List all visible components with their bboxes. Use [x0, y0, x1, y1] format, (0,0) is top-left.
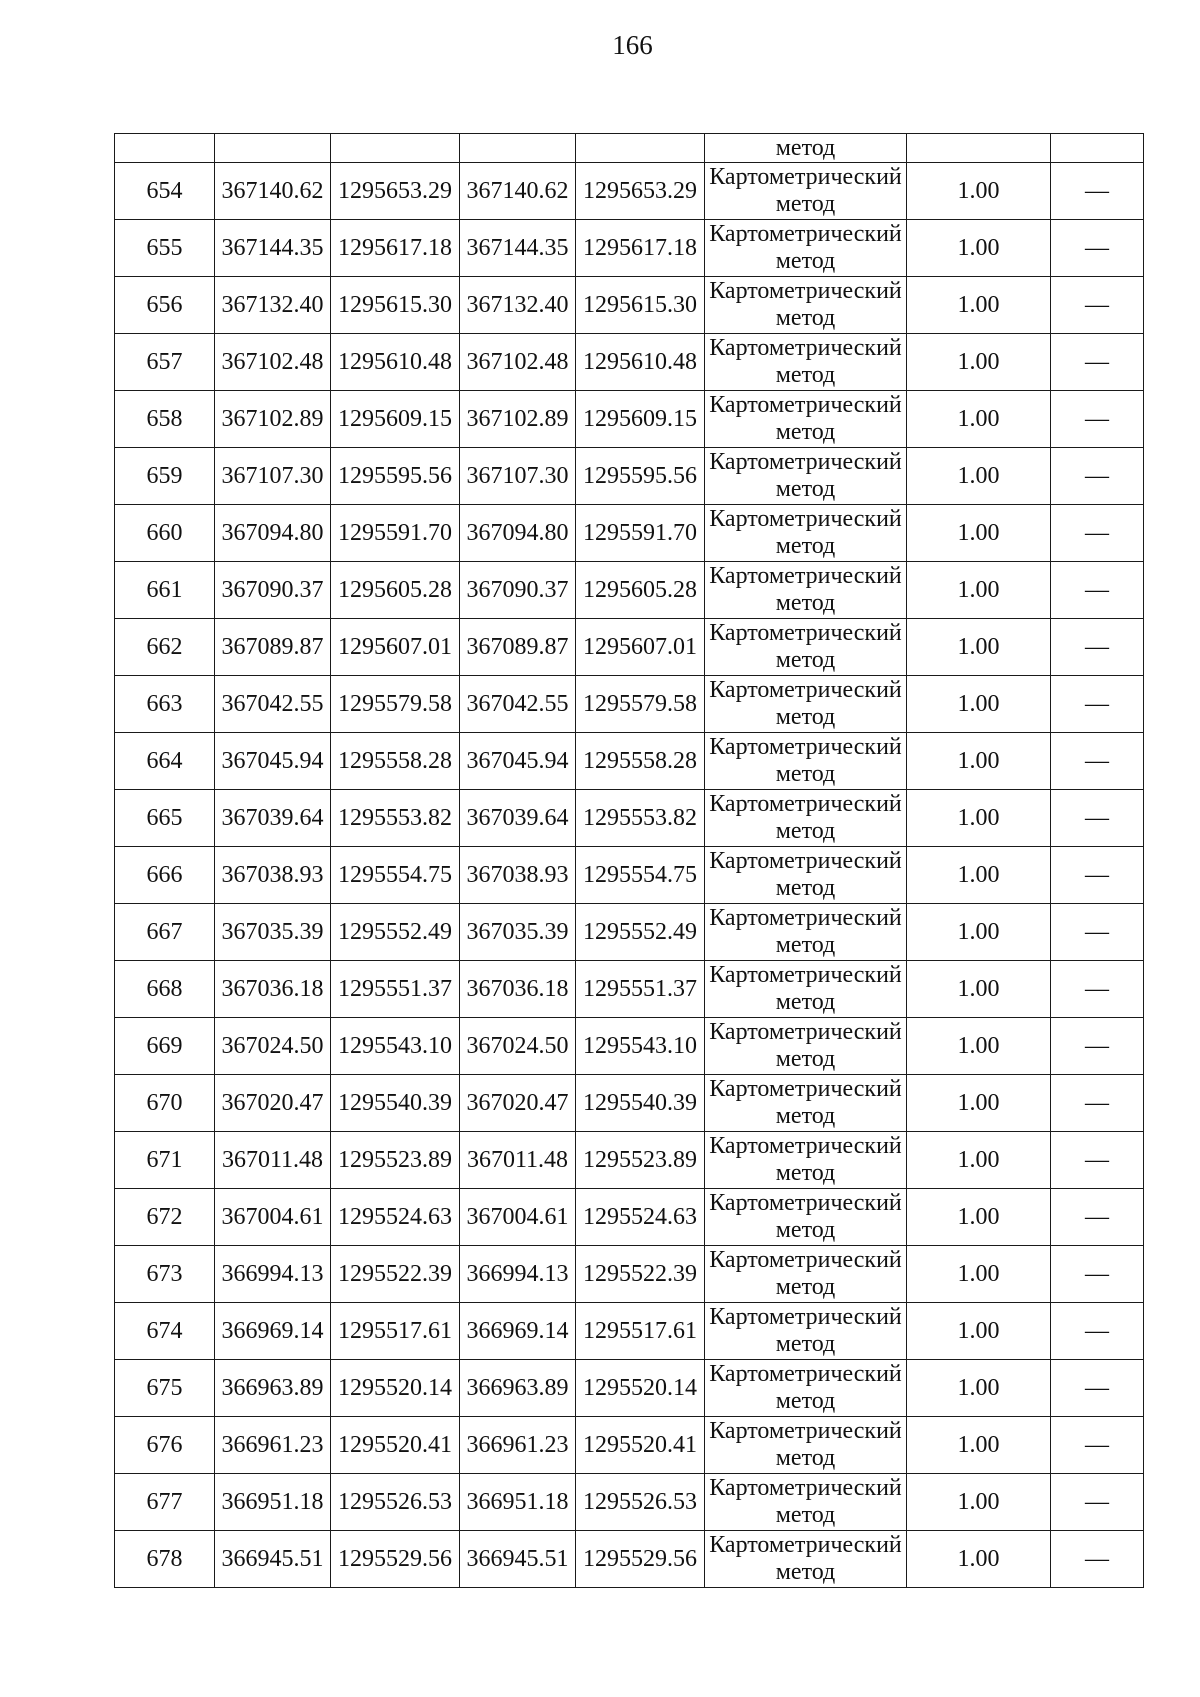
cell-note: —: [1051, 733, 1144, 790]
table-row: [115, 277, 1144, 334]
table-row: [115, 334, 1144, 391]
cell-y-existing: 1295615.30: [331, 277, 460, 334]
cell-accuracy: 1.00: [907, 619, 1051, 676]
cell-point-number: 665: [115, 790, 215, 847]
table-row: [115, 961, 1144, 1018]
cell-note: —: [1051, 163, 1144, 220]
method-line-1: Картометрический: [709, 164, 902, 190]
cell-empty: [576, 134, 705, 163]
cell-x-existing: 367090.37: [215, 562, 331, 619]
cell-point-number: 654: [115, 163, 215, 220]
cell-y-new: 1295551.37: [576, 961, 705, 1018]
cell-note: —: [1051, 220, 1144, 277]
table-row: [115, 847, 1144, 904]
method-line-1: Картометрический: [709, 278, 902, 304]
cell-x-new: 367107.30: [460, 448, 576, 505]
cell-x-new: 367042.55: [460, 676, 576, 733]
cell-y-existing: 1295558.28: [331, 733, 460, 790]
cell-method: [705, 1132, 907, 1189]
cell-accuracy: 1.00: [907, 1246, 1051, 1303]
table-row: [115, 1246, 1144, 1303]
method-line-2: метод: [775, 248, 836, 274]
cell-note: —: [1051, 448, 1144, 505]
cell-accuracy: 1.00: [907, 505, 1051, 562]
cell-accuracy: 1.00: [907, 1075, 1051, 1132]
cell-accuracy: 1.00: [907, 1417, 1051, 1474]
cell-x-existing: 367035.39: [215, 904, 331, 961]
method-line-2: метод: [775, 476, 836, 502]
cell-empty: [460, 134, 576, 163]
method-line-1: Картометрический: [709, 791, 902, 817]
method-line-2: метод: [775, 704, 836, 730]
cell-note: —: [1051, 961, 1144, 1018]
cell-method: [705, 220, 907, 277]
cell-method-continued: метод: [705, 134, 907, 163]
cell-point-number: 658: [115, 391, 215, 448]
cell-accuracy: 1.00: [907, 391, 1051, 448]
cell-method: [705, 904, 907, 961]
cell-point-number: 655: [115, 220, 215, 277]
cell-note: —: [1051, 1531, 1144, 1588]
cell-note: —: [1051, 1132, 1144, 1189]
cell-x-new: 366951.18: [460, 1474, 576, 1531]
cell-x-new: 366994.13: [460, 1246, 576, 1303]
cell-point-number: 667: [115, 904, 215, 961]
cell-x-new: 366969.14: [460, 1303, 576, 1360]
cell-method: [705, 1189, 907, 1246]
method-line-1: Картометрический: [709, 905, 902, 931]
cell-accuracy: 1.00: [907, 733, 1051, 790]
method-line-1: Картометрический: [709, 1076, 902, 1102]
cell-y-existing: 1295524.63: [331, 1189, 460, 1246]
cell-method: [705, 334, 907, 391]
cell-accuracy: 1.00: [907, 1531, 1051, 1588]
cell-y-existing: 1295543.10: [331, 1018, 460, 1075]
table-row: [115, 790, 1144, 847]
cell-point-number: 670: [115, 1075, 215, 1132]
cell-x-existing: 367144.35: [215, 220, 331, 277]
cell-y-new: 1295609.15: [576, 391, 705, 448]
cell-empty: [1051, 134, 1144, 163]
cell-accuracy: 1.00: [907, 1132, 1051, 1189]
cell-method: [705, 1303, 907, 1360]
cell-point-number: 657: [115, 334, 215, 391]
table-row: [115, 448, 1144, 505]
cell-x-new: 367038.93: [460, 847, 576, 904]
cell-y-existing: 1295553.82: [331, 790, 460, 847]
coordinates-table: [114, 133, 1144, 1588]
cell-x-existing: 367045.94: [215, 733, 331, 790]
cell-x-new: 367089.87: [460, 619, 576, 676]
cell-note: —: [1051, 1474, 1144, 1531]
method-line-1: Картометрический: [709, 848, 902, 874]
cell-empty: [331, 134, 460, 163]
cell-note: —: [1051, 1360, 1144, 1417]
cell-x-existing: 366945.51: [215, 1531, 331, 1588]
table-row: [115, 1018, 1144, 1075]
cell-note: —: [1051, 505, 1144, 562]
table-row: [115, 163, 1144, 220]
cell-point-number: 663: [115, 676, 215, 733]
cell-y-new: 1295517.61: [576, 1303, 705, 1360]
cell-accuracy: 1.00: [907, 277, 1051, 334]
cell-point-number: 675: [115, 1360, 215, 1417]
cell-note: —: [1051, 562, 1144, 619]
method-line-2: метод: [775, 989, 836, 1015]
cell-x-existing: 367004.61: [215, 1189, 331, 1246]
method-line-1: Картометрический: [709, 962, 902, 988]
cell-method: [705, 1474, 907, 1531]
cell-method: [705, 676, 907, 733]
table-row: [115, 1132, 1144, 1189]
cell-note: —: [1051, 904, 1144, 961]
cell-method: [705, 619, 907, 676]
method-line-2: метод: [775, 1046, 836, 1072]
cell-accuracy: 1.00: [907, 961, 1051, 1018]
cell-accuracy: 1.00: [907, 847, 1051, 904]
cell-x-new: 367039.64: [460, 790, 576, 847]
cell-x-existing: 367024.50: [215, 1018, 331, 1075]
cell-method: [705, 1531, 907, 1588]
cell-y-existing: 1295551.37: [331, 961, 460, 1018]
cell-y-new: 1295540.39: [576, 1075, 705, 1132]
cell-x-existing: 367094.80: [215, 505, 331, 562]
cell-method: [705, 733, 907, 790]
cell-x-new: 366961.23: [460, 1417, 576, 1474]
cell-x-existing: 367011.48: [215, 1132, 331, 1189]
cell-y-new: 1295554.75: [576, 847, 705, 904]
cell-y-new: 1295522.39: [576, 1246, 705, 1303]
cell-x-existing: 366969.14: [215, 1303, 331, 1360]
method-line-1: Картометрический: [709, 1133, 902, 1159]
cell-x-new: 367011.48: [460, 1132, 576, 1189]
method-line-2: метод: [775, 419, 836, 445]
method-line-1: Картометрический: [709, 1418, 902, 1444]
method-line-2: метод: [775, 305, 836, 331]
method-line-1: Картометрический: [709, 1532, 902, 1558]
method-line-2: метод: [775, 590, 836, 616]
method-line-2: метод: [775, 533, 836, 559]
cell-point-number: 669: [115, 1018, 215, 1075]
cell-y-new: 1295524.63: [576, 1189, 705, 1246]
cell-empty: [215, 134, 331, 163]
table-row: [115, 505, 1144, 562]
cell-y-new: 1295653.29: [576, 163, 705, 220]
cell-y-new: 1295617.18: [576, 220, 705, 277]
cell-empty: [115, 134, 215, 163]
cell-accuracy: 1.00: [907, 904, 1051, 961]
cell-x-new: 367024.50: [460, 1018, 576, 1075]
cell-x-new: 367090.37: [460, 562, 576, 619]
cell-y-new: 1295523.89: [576, 1132, 705, 1189]
cell-x-existing: 367107.30: [215, 448, 331, 505]
cell-point-number: 661: [115, 562, 215, 619]
cell-x-new: 366945.51: [460, 1531, 576, 1588]
cell-y-new: 1295595.56: [576, 448, 705, 505]
method-line-2: метод: [775, 932, 836, 958]
cell-accuracy: 1.00: [907, 1018, 1051, 1075]
cell-accuracy: 1.00: [907, 220, 1051, 277]
cell-y-existing: 1295554.75: [331, 847, 460, 904]
cell-x-existing: 367102.48: [215, 334, 331, 391]
table-row: [115, 1303, 1144, 1360]
cell-accuracy: 1.00: [907, 1189, 1051, 1246]
table-row: [115, 676, 1144, 733]
cell-note: —: [1051, 1189, 1144, 1246]
cell-y-new: 1295543.10: [576, 1018, 705, 1075]
cell-method: [705, 1360, 907, 1417]
cell-note: —: [1051, 391, 1144, 448]
cell-y-existing: 1295522.39: [331, 1246, 460, 1303]
method-line-2: метод: [775, 1103, 836, 1129]
cell-point-number: 671: [115, 1132, 215, 1189]
cell-y-existing: 1295520.41: [331, 1417, 460, 1474]
table-row: [115, 1360, 1144, 1417]
method-line-1: Картометрический: [709, 734, 902, 760]
table-body: [115, 134, 1144, 1588]
method-line-2: метод: [775, 1445, 836, 1471]
cell-accuracy: 1.00: [907, 163, 1051, 220]
cell-y-existing: 1295610.48: [331, 334, 460, 391]
cell-x-existing: 366951.18: [215, 1474, 331, 1531]
cell-note: —: [1051, 1417, 1144, 1474]
method-line-1: Картометрический: [709, 563, 902, 589]
cell-y-existing: 1295609.15: [331, 391, 460, 448]
cell-point-number: 666: [115, 847, 215, 904]
cell-accuracy: 1.00: [907, 1474, 1051, 1531]
cell-x-existing: 367039.64: [215, 790, 331, 847]
cell-y-new: 1295591.70: [576, 505, 705, 562]
cell-x-new: 367045.94: [460, 733, 576, 790]
table-row: [115, 1075, 1144, 1132]
table-row: [115, 1474, 1144, 1531]
cell-method: [705, 277, 907, 334]
cell-note: —: [1051, 790, 1144, 847]
cell-method: [705, 505, 907, 562]
method-line-1: Картометрический: [709, 1247, 902, 1273]
method-line-2: метод: [775, 1274, 836, 1300]
cell-method: [705, 448, 907, 505]
cell-x-existing: 366961.23: [215, 1417, 331, 1474]
cell-accuracy: 1.00: [907, 334, 1051, 391]
cell-y-new: 1295615.30: [576, 277, 705, 334]
cell-method: [705, 847, 907, 904]
cell-note: —: [1051, 334, 1144, 391]
cell-method: [705, 961, 907, 1018]
method-line-2: метод: [775, 761, 836, 787]
table-row: [115, 1417, 1144, 1474]
cell-y-existing: 1295605.28: [331, 562, 460, 619]
cell-x-existing: 367089.87: [215, 619, 331, 676]
cell-x-existing: 366963.89: [215, 1360, 331, 1417]
table-row: [115, 1189, 1144, 1246]
cell-x-new: 367102.48: [460, 334, 576, 391]
method-line-2: метод: [775, 1217, 836, 1243]
cell-y-new: 1295558.28: [576, 733, 705, 790]
cell-x-new: 367094.80: [460, 505, 576, 562]
cell-method: [705, 790, 907, 847]
cell-point-number: 672: [115, 1189, 215, 1246]
cell-x-existing: 367020.47: [215, 1075, 331, 1132]
method-line-1: Картометрический: [709, 620, 902, 646]
cell-accuracy: 1.00: [907, 1360, 1051, 1417]
cell-method: [705, 1246, 907, 1303]
method-line-1: Картометрический: [709, 1361, 902, 1387]
cell-y-new: 1295605.28: [576, 562, 705, 619]
cell-x-new: 367035.39: [460, 904, 576, 961]
method-line-2: метод: [775, 875, 836, 901]
cell-point-number: 677: [115, 1474, 215, 1531]
method-line-2: метод: [775, 647, 836, 673]
cell-point-number: 662: [115, 619, 215, 676]
cell-accuracy: 1.00: [907, 676, 1051, 733]
cell-y-new: 1295553.82: [576, 790, 705, 847]
cell-y-existing: 1295653.29: [331, 163, 460, 220]
table-row: [115, 391, 1144, 448]
cell-y-new: 1295520.14: [576, 1360, 705, 1417]
cell-x-existing: 367042.55: [215, 676, 331, 733]
cell-x-new: 367102.89: [460, 391, 576, 448]
cell-y-new: 1295529.56: [576, 1531, 705, 1588]
cell-y-existing: 1295517.61: [331, 1303, 460, 1360]
cell-note: —: [1051, 847, 1144, 904]
cell-method: [705, 1018, 907, 1075]
table-row: [115, 733, 1144, 790]
method-line-2: метод: [775, 191, 836, 217]
table-row: [115, 619, 1144, 676]
method-line-2: метод: [775, 1502, 836, 1528]
cell-y-new: 1295610.48: [576, 334, 705, 391]
cell-note: —: [1051, 277, 1144, 334]
cell-y-new: 1295552.49: [576, 904, 705, 961]
method-line-2: метод: [775, 362, 836, 388]
cell-x-new: 367020.47: [460, 1075, 576, 1132]
method-line-1: Картометрический: [709, 221, 902, 247]
cell-note: —: [1051, 1018, 1144, 1075]
cell-x-existing: 367140.62: [215, 163, 331, 220]
cell-accuracy: 1.00: [907, 1303, 1051, 1360]
cell-y-existing: 1295526.53: [331, 1474, 460, 1531]
cell-point-number: 660: [115, 505, 215, 562]
cell-accuracy: 1.00: [907, 790, 1051, 847]
cell-point-number: 678: [115, 1531, 215, 1588]
method-line-2: метод: [775, 1331, 836, 1357]
method-line-2: метод: [775, 1559, 836, 1585]
cell-point-number: 673: [115, 1246, 215, 1303]
cell-y-existing: 1295579.58: [331, 676, 460, 733]
page-number: 166: [612, 30, 653, 60]
cell-x-new: 367144.35: [460, 220, 576, 277]
cell-method: [705, 391, 907, 448]
cell-note: —: [1051, 619, 1144, 676]
method-line-2: метод: [775, 818, 836, 844]
table-row: [115, 220, 1144, 277]
cell-x-new: 367036.18: [460, 961, 576, 1018]
cell-y-existing: 1295523.89: [331, 1132, 460, 1189]
cell-y-new: 1295579.58: [576, 676, 705, 733]
cell-y-existing: 1295529.56: [331, 1531, 460, 1588]
cell-x-existing: 367132.40: [215, 277, 331, 334]
cell-point-number: 676: [115, 1417, 215, 1474]
method-line-1: Картометрический: [709, 677, 902, 703]
method-line-1: Картометрический: [709, 335, 902, 361]
cell-y-existing: 1295607.01: [331, 619, 460, 676]
cell-point-number: 668: [115, 961, 215, 1018]
cell-note: —: [1051, 1075, 1144, 1132]
cell-y-new: 1295526.53: [576, 1474, 705, 1531]
cell-x-new: 367132.40: [460, 277, 576, 334]
method-line-1: Картометрический: [709, 506, 902, 532]
table-row: [115, 562, 1144, 619]
cell-x-new: 366963.89: [460, 1360, 576, 1417]
cell-point-number: 664: [115, 733, 215, 790]
cell-y-existing: 1295617.18: [331, 220, 460, 277]
cell-y-new: 1295607.01: [576, 619, 705, 676]
cell-point-number: 656: [115, 277, 215, 334]
cell-y-existing: 1295552.49: [331, 904, 460, 961]
cell-method: [705, 163, 907, 220]
table-row: [115, 1531, 1144, 1588]
cell-note: —: [1051, 1246, 1144, 1303]
cell-accuracy: 1.00: [907, 448, 1051, 505]
cell-y-existing: 1295520.14: [331, 1360, 460, 1417]
cell-point-number: 659: [115, 448, 215, 505]
method-line-1: Картометрический: [709, 392, 902, 418]
cell-accuracy: 1.00: [907, 562, 1051, 619]
continued-row: [115, 134, 1144, 163]
cell-y-existing: 1295540.39: [331, 1075, 460, 1132]
cell-x-new: 367004.61: [460, 1189, 576, 1246]
method-line-2: метод: [775, 1160, 836, 1186]
method-line-1: Картометрический: [709, 449, 902, 475]
method-line-1: Картометрический: [709, 1190, 902, 1216]
table-row: [115, 904, 1144, 961]
cell-y-new: 1295520.41: [576, 1417, 705, 1474]
method-line-1: Картометрический: [709, 1019, 902, 1045]
method-line-1: Картометрический: [709, 1475, 902, 1501]
cell-x-existing: 367102.89: [215, 391, 331, 448]
method-line-2: метод: [775, 1388, 836, 1414]
cell-method: [705, 1075, 907, 1132]
cell-x-existing: 367036.18: [215, 961, 331, 1018]
cell-method: [705, 562, 907, 619]
cell-note: —: [1051, 1303, 1144, 1360]
cell-x-existing: 366994.13: [215, 1246, 331, 1303]
cell-x-existing: 367038.93: [215, 847, 331, 904]
method-line-1: Картометрический: [709, 1304, 902, 1330]
cell-note: —: [1051, 676, 1144, 733]
cell-method: [705, 1417, 907, 1474]
cell-empty: [907, 134, 1051, 163]
cell-y-existing: 1295591.70: [331, 505, 460, 562]
cell-x-new: 367140.62: [460, 163, 576, 220]
cell-point-number: 674: [115, 1303, 215, 1360]
cell-y-existing: 1295595.56: [331, 448, 460, 505]
